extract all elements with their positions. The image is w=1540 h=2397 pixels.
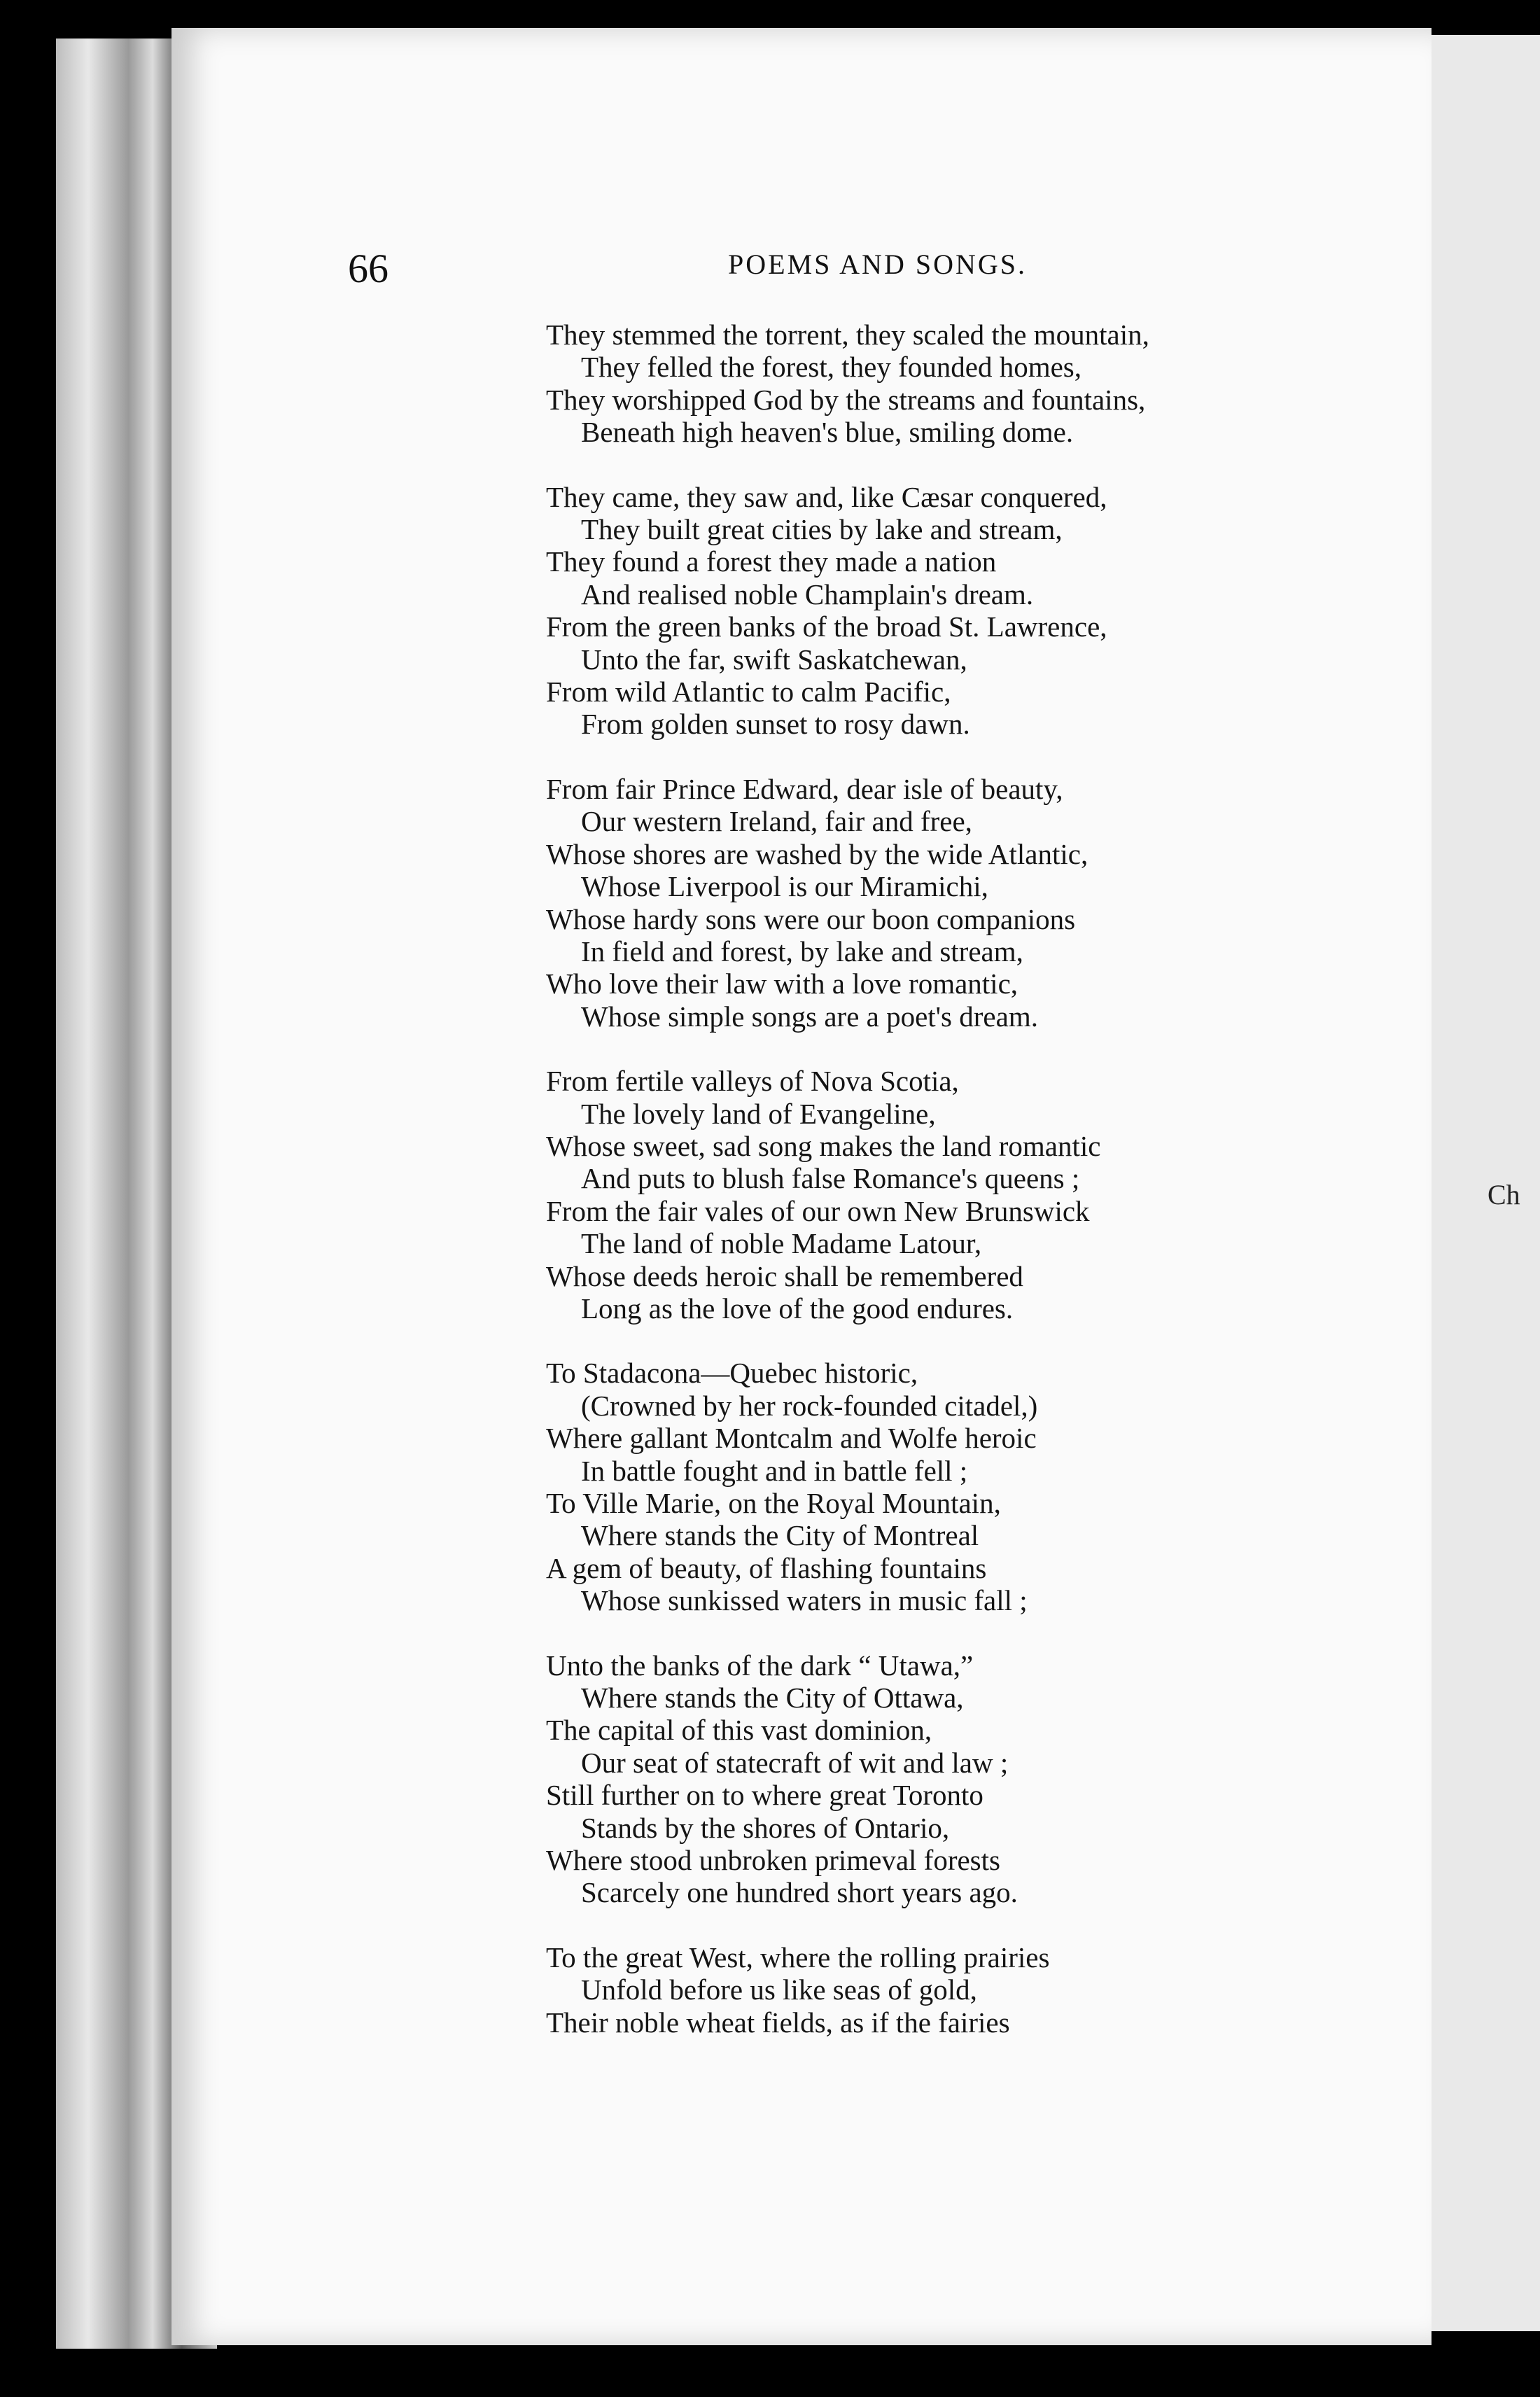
poem-line: (Crowned by her rock-founded citadel,): [581, 1389, 1038, 1422]
poem-line: They felled the forest, they founded homes,: [581, 351, 1082, 384]
poem-stanza: [546, 773, 1351, 1033]
poem-line: From golden sunset to rosy dawn.: [581, 708, 970, 741]
poem-line: Scarcely one hundred short years ago.: [581, 1876, 1018, 1909]
poem-line: A gem of beauty, of flashing fountains: [546, 1551, 987, 1584]
poem-line: Our seat of statecraft of wit and law ;: [581, 1746, 1009, 1779]
poem-line: Whose shores are washed by the wide Atlantic,: [546, 837, 1088, 870]
poem-line: Unto the far, swift Saskatchewan,: [581, 643, 967, 676]
poem-line: Still further on to where great Toronto: [546, 1779, 983, 1812]
poem-line: In field and forest, by lake and stream,: [581, 935, 1023, 967]
poem-body: [546, 319, 1351, 2071]
poem-line: Whose sunkissed waters in music fall ;: [581, 1584, 1028, 1617]
poem-stanza: [546, 1649, 1351, 1909]
poem-stanza: [546, 1065, 1351, 1325]
facing-page-text-fragment: Ch: [1488, 1179, 1520, 1210]
poem-line: They built great cities by lake and stream,: [581, 513, 1063, 546]
poem-line: Whose simple songs are a poet's dream.: [581, 1000, 1038, 1033]
poem-line: Where stood unbroken primeval forests: [546, 1844, 1000, 1877]
poem-line: To Ville Marie, on the Royal Mountain,: [546, 1487, 1001, 1519]
poem-line: Where gallant Montcalm and Wolfe heroic: [546, 1422, 1037, 1455]
poem-line: And realised noble Champlain's dream.: [581, 578, 1034, 610]
poem-line: Unfold before us like seas of gold,: [581, 1973, 977, 2006]
poem-line: Stands by the shores of Ontario,: [581, 1811, 950, 1844]
poem-line: Their noble wheat fields, as if the fairies: [546, 2006, 1010, 2039]
poem-line: And puts to blush false Romance's queens ;: [581, 1162, 1080, 1195]
poem-line: Whose deeds heroic shall be remembered: [546, 1259, 1023, 1292]
poem-line: They came, they saw and, like Cæsar conquered,: [546, 480, 1107, 513]
poem-line: Where stands the City of Montreal: [581, 1519, 979, 1552]
poem-line: The lovely land of Evangeline,: [581, 1097, 936, 1130]
poem-stanza: [546, 1941, 1351, 2039]
poem-line: Beneath high heaven's blue, smiling dome.: [581, 416, 1074, 449]
poem-line: From fair Prince Edward, dear isle of beauty,: [546, 772, 1063, 805]
poem-line: The capital of this vast dominion,: [546, 1714, 932, 1747]
poem-line: They stemmed the torrent, they scaled the mountain,: [546, 319, 1149, 351]
poem-line: Who love their law with a love romantic,: [546, 967, 1018, 1000]
poem-line: Where stands the City of Ottawa,: [581, 1682, 964, 1714]
poem-line: From wild Atlantic to calm Pacific,: [546, 676, 951, 708]
poem-line: From the green banks of the broad St. Lawrence,: [546, 610, 1107, 643]
poem-line: To Stadacona—Quebec historic,: [546, 1357, 918, 1390]
poem-line: Unto the banks of the dark “ Utawa,”: [546, 1649, 974, 1682]
poem-line: Whose Liverpool is our Miramichi,: [581, 870, 988, 903]
poem-line: Long as the love of the good endures.: [581, 1292, 1014, 1325]
poem-stanza: [546, 1357, 1351, 1616]
poem-line: To the great West, where the rolling prairies: [546, 1941, 1050, 1973]
poem-line: Whose sweet, sad song makes the land romantic: [546, 1129, 1101, 1162]
poem-line: From fertile valleys of Nova Scotia,: [546, 1065, 959, 1098]
poem-stanza: [546, 481, 1351, 741]
poem-line: Our western Ireland, fair and free,: [581, 805, 972, 838]
poem-line: They worshipped God by the streams and fountains,: [546, 383, 1146, 416]
poem-line: In battle fought and in battle fell ;: [581, 1454, 968, 1487]
running-head: POEMS AND SONGS.: [728, 249, 1027, 280]
poem-line: Whose hardy sons were our boon companions: [546, 902, 1076, 935]
poem-line: The land of noble Madame Latour,: [581, 1227, 982, 1260]
poem-stanza: [546, 319, 1351, 449]
page-number: 66: [348, 246, 388, 291]
poem-line: They found a forest they made a nation: [546, 545, 997, 578]
poem-line: From the fair vales of our own New Brunswick: [546, 1194, 1090, 1227]
